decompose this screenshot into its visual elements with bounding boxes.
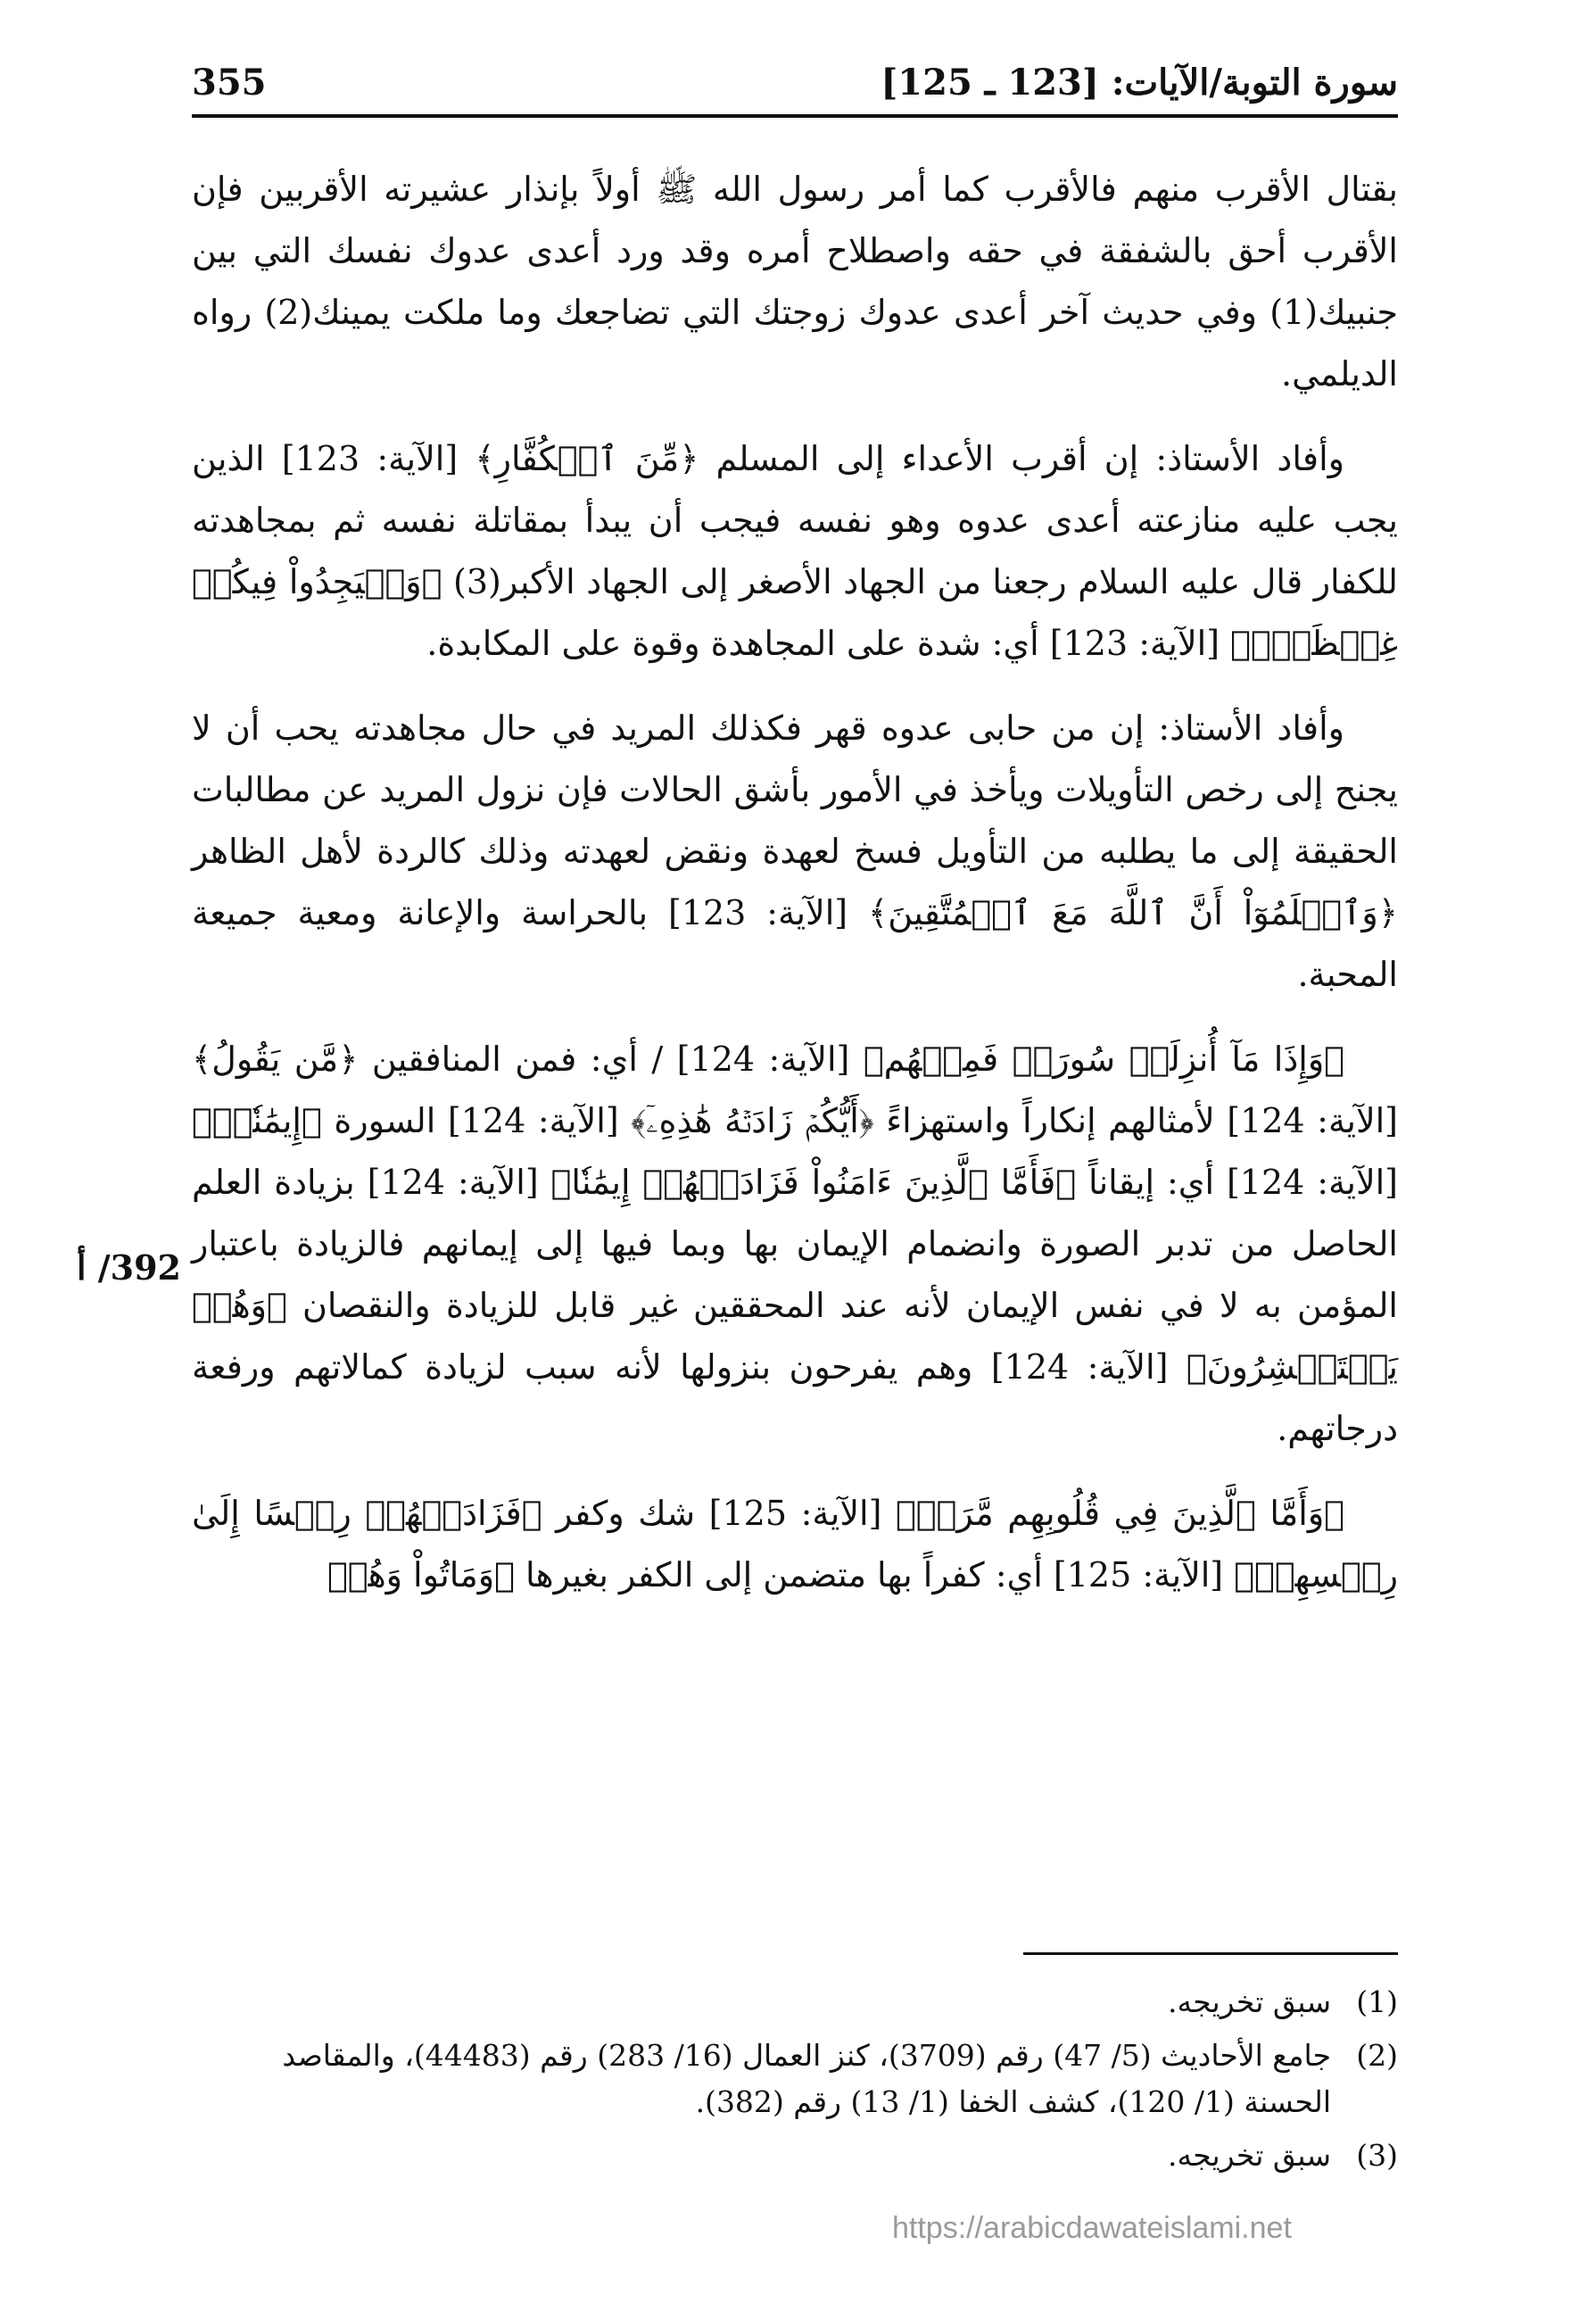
page-header (192, 55, 1398, 111)
footnote-text: سبق تخريجه. (1168, 1984, 1331, 2019)
footnote-2 (192, 2033, 1398, 2125)
footnote-divider (1023, 1952, 1398, 1955)
footnotes (192, 1979, 1398, 2186)
running-title: سورة التوبة/الآيات: [123 ـ 125] (881, 62, 1398, 104)
paragraph-5: ﴿وَأَمَّا ٱلَّذِينَ فِي قُلُوبِهِم مَّرَضٞ﴾ [الآية: 125] شك وكفر ﴿فَزَادَتۡهُمۡ رِجۡسًا إِلَىٰ رِجۡسِهِمۡ﴾ [الآية: 125] أي: كفراً بها متضمن إلى الكفر بغيرها ﴿وَمَاتُواْ وَهُمۡ (192, 1494, 1398, 1595)
manuscript-folio-note: 392/ أ (77, 1247, 181, 1288)
main-text (192, 159, 1398, 1629)
footnote-text: جامع الأحاديث (5/ 47) رقم (3709)، كنز العمال (16/ 283) رقم (44483)، والمقاصد الحسنة (1/ 120)، كشف الخفا (1/ 13) رقم (382). (282, 2038, 1331, 2119)
footnote-1 (192, 1979, 1398, 2025)
source-watermark: https://arabicdawateislami.net (892, 2211, 1292, 2245)
footnote-number: (2) (1356, 2038, 1398, 2073)
paragraph-2: وأفاد الأستاذ: إن أقرب الأعداء إلى المسلم ﴿مِّنَ ٱلۡكُفَّارِ﴾ [الآية: 123] الذين يجب عليه منازعته أعدى عدوه وهو نفسه فيجب أن يبدأ بمقاتلة نفسه ثم بمجاهدته للكفار قال عليه السلام رجعنا من الجهاد الأصغر إلى الجهاد الأكبر(3) ﴿وَلۡيَجِدُواْ فِيكُمۡ غِلۡظَةٗۚ﴾ [الآية: 123] أي: شدة على المجاهدة وقوة على المكابدة. (192, 439, 1399, 663)
footnote-number: (1) (1356, 1984, 1398, 2019)
footnote-text: سبق تخريجه. (1168, 2138, 1331, 2173)
paragraph-3: وأفاد الأستاذ: إن من حابى عدوه قهر فكذلك المريد في حال مجاهدته يحب أن لا يجنح إلى رخص التأويلات ويأخذ في الأمور بأشق الحالات فإن نزول المريد عن مطالبات الحقيقة إلى ما يطلبه من التأويل فسخ لعهدة ونقض لعهدته وذلك كالردة لأهل الظاهر ﴿وَٱعۡلَمُوٓاْ أَنَّ ٱللَّهَ مَعَ ٱلۡمُتَّقِينَ﴾ [الآية: 123] بالحراسة والإعانة ومعية جميعة المحبة. (192, 708, 1398, 994)
footnote-3 (192, 2133, 1398, 2179)
paragraph-1: بقتال الأقرب منهم فالأقرب كما أمر رسول الله ﷺ أولاً بإنذار عشيرته الأقربين فإن الأقرب أحق بالشفقة في حقه واصطلاح أمره وقد ورد أعدى عدوك نفسك التي بين جنبيك(1) وفي حديث آخر أعدى عدوك زوجتك التي تضاجعك وما ملكت يمينك(2) رواه الديلمي. (192, 170, 1399, 393)
paragraph-4: ﴿وَإِذَا مَآ أُنزِلَتۡ سُورَةٞ فَمِنۡهُم﴾ [الآية: 124] / أي: فمن المنافقين ﴿مَّن يَقُولُ﴾ [الآية: 124] لأمثالهم إنكاراً واستهزاءً ﴿أَيُّكُمۡ زَادَتۡهُ هَٰذِهِۦٓ﴾ [الآية: 124] السورة ﴿إِيمَٰنٗاۚ﴾ [الآية: 124] أي: إيقاناً ﴿فَأَمَّا ٱلَّذِينَ ءَامَنُواْ فَزَادَتۡهُمۡ إِيمَٰنٗا﴾ [الآية: 124] بزيادة العلم الحاصل من تدبر الصورة وانضمام الإيمان بها وبما فيها إلى إيمانهم فالزيادة باعتبار المؤمن به لا في نفس الإيمان لأنه عند المحققين غير قابل للزيادة والنقصان ﴿وَهُمۡ يَسۡتَبۡشِرُونَ﴾ [الآية: 124] وهم يفرحون بنزولها لأنه سبب لزيادة كمالاتهم ورفعة درجاتهم. (192, 1040, 1398, 1448)
page-number: 355 (192, 62, 267, 104)
footnote-number: (3) (1356, 2138, 1398, 2173)
header-divider (192, 114, 1398, 118)
